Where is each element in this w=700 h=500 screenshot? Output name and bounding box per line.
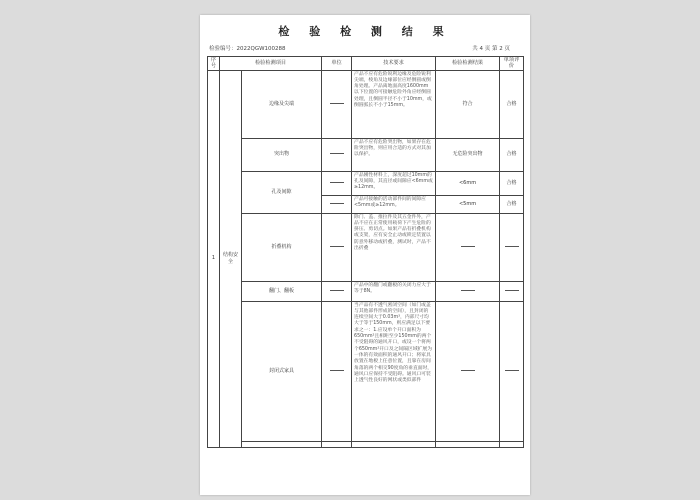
unit-cell [322,281,352,301]
results-table [207,56,524,448]
requirement-text: 产品不应有危险突出物，如果存在危险突出物，则应用合适的方式对其加以保护。 [352,138,436,171]
requirement-text: 产品中的翻门或翻板的关闭力应大于等于8N。 [352,281,436,301]
verdict-cell: 合格 [500,171,524,195]
header-result: 检验检测结果 [436,57,500,71]
unit-cell [322,171,352,195]
verdict-cell: 合格 [500,195,524,213]
unit-cell [322,213,352,281]
table-row [208,138,524,171]
item-name: 封闭式家具 [242,301,322,441]
requirement-text: 产品不应有危险锐利边缘及危险锐利尖端，棱角及边缘部位应经倒圆或倒角处理。产品离地面高度1600mm以下位置的可接触危险外角应经倒圆处理，且倒圆半径不小于10mm，或倒圆弧长不小于15mm。 [352,70,436,138]
result-cell [436,213,500,281]
verdict-cell: 合格 [500,70,524,138]
item-name: 突出物 [242,138,322,171]
unit-cell [322,138,352,171]
verdict-cell [500,301,524,441]
item-name: 折叠机构 [242,213,322,281]
blank-cell [500,441,524,447]
dash-mark [330,103,344,104]
dash-mark [461,290,475,291]
table-row [208,171,524,195]
page-title: 检 验 检 测 结 果 [278,25,452,38]
blank-cell [436,441,500,447]
page-info: 共 4 页 第 2 页 [472,46,510,52]
blank-cell [322,441,352,447]
seq-number: 1 [208,70,220,447]
requirement-text: 产品可接触的活动部件间的间隙应<5mm或≥12mm。 [352,195,436,213]
item-name: 翻门、翻板 [242,281,322,301]
table-header [208,57,524,71]
header-project: 检验检测项目 [220,57,322,71]
blank-cell [242,441,322,447]
table-row [208,213,524,281]
dash-mark [330,370,344,371]
result-cell: <5mm [436,195,500,213]
table-row [208,441,524,447]
dash-mark [330,246,344,247]
report-number: 检验编号：2022QGW100288 [209,46,286,52]
unit-cell [322,70,352,138]
result-cell [436,281,500,301]
blank-cell [352,441,436,447]
requirement-text: 除门、盖、推拉件及其五金件外，产品不应在正常使用载荷下产生危险的挤压、剪切点。如果产品有折叠机构或支架，应有安全止动或锁定装置以防意外移动或折叠，测试时，产品不出折叠 [352,213,436,281]
dash-mark [505,246,519,247]
result-cell: <6mm [436,171,500,195]
dash-mark [461,370,475,371]
category-cell: 结构安全 [220,70,242,447]
table-row [208,70,524,138]
unit-cell [322,195,352,213]
result-cell [436,301,500,441]
result-cell: 符合 [436,70,500,138]
verdict-cell [500,213,524,281]
unit-cell [322,301,352,441]
result-cell: 无危险突出物 [436,138,500,171]
dash-mark [330,182,344,183]
verdict-cell [500,281,524,301]
table-row [208,281,524,301]
dash-mark [330,153,344,154]
verdict-cell: 合格 [500,138,524,171]
header-seq: 序号 [208,57,220,71]
header-verdict: 单项评价 [500,57,524,71]
table-row [208,301,524,441]
item-name: 孔及间隙 [242,171,322,213]
requirement-text: 产品刚性材料上，深度超过10mm的孔及间隙，其直径或间隙应<6mm或≥12mm。 [352,171,436,195]
header-unit: 单位 [322,57,352,71]
dash-mark [461,246,475,247]
requirement-text: 当产品有不透气密闭空间（如门或盖与其他部件形成的空间），且封闭的连续空间大于0.03m³，内部尺寸均大于等于150mm，则应满足以下要求之一：1.应设单个开口面积为650mm²且相距至少150mm的两个不受阻碍的通风开口，或设一个将两个650mm²开口及之间隔区域扩展为一体的有效面积的通风开口；将家具放置在地板上任意位置，且靠在房间角落的两个相交90度角的垂直面时，通风口应保持不受阻碍。通风口可装上透气性良好的网状或类似部件 [352,301,436,441]
dash-mark [330,203,344,204]
header-requirement: 技术要求 [352,57,436,71]
report-page [200,15,530,495]
dash-mark [505,370,519,371]
item-name: 边缘及尖端 [242,70,322,138]
dash-mark [505,290,519,291]
dash-mark [330,290,344,291]
